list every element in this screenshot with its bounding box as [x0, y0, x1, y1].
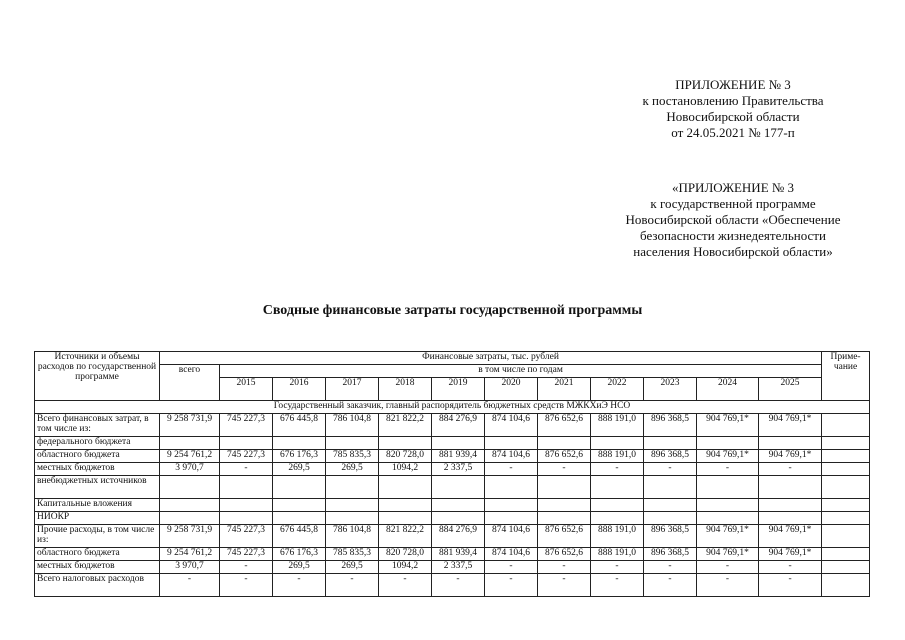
row-value: - — [697, 574, 759, 597]
row-value: 904 769,1* — [697, 525, 759, 548]
header-year: 2017 — [326, 378, 379, 401]
row-value: 9 254 761,2 — [160, 548, 220, 561]
row-value — [485, 476, 538, 499]
row-value — [160, 476, 220, 499]
row-value — [485, 499, 538, 512]
row-note — [822, 499, 870, 512]
row-value — [379, 437, 432, 450]
row-value: 2 337,5 — [432, 463, 485, 476]
row-note — [822, 561, 870, 574]
row-value: 876 652,6 — [538, 548, 591, 561]
row-value — [273, 512, 326, 525]
row-value — [644, 499, 697, 512]
row-value: 904 769,1* — [759, 548, 822, 561]
row-value: - — [759, 463, 822, 476]
table-row — [35, 525, 870, 548]
header-year: 2018 — [379, 378, 432, 401]
row-value: 785 835,3 — [326, 548, 379, 561]
row-value: 896 368,5 — [644, 525, 697, 548]
decree-header-line: Новосибирской области — [666, 109, 800, 124]
row-value — [326, 476, 379, 499]
header-year: 2015 — [220, 378, 273, 401]
row-value: 269,5 — [273, 561, 326, 574]
table-row — [35, 450, 870, 463]
table-row — [35, 437, 870, 450]
row-value — [591, 476, 644, 499]
row-value — [697, 499, 759, 512]
row-note — [822, 512, 870, 525]
row-value — [326, 512, 379, 525]
row-value: - — [485, 561, 538, 574]
row-value: - — [697, 561, 759, 574]
row-value — [759, 512, 822, 525]
row-value — [379, 512, 432, 525]
decree-header-line: к постановлению Правительства — [642, 93, 824, 108]
row-value — [591, 512, 644, 525]
row-value — [538, 476, 591, 499]
row-value: 884 276,9 — [432, 414, 485, 437]
row-value: 786 104,8 — [326, 525, 379, 548]
appendix-header-line: населения Новосибирской области» — [633, 244, 833, 259]
row-note — [822, 437, 870, 450]
row-value — [220, 437, 273, 450]
row-value — [697, 476, 759, 499]
row-value: 896 368,5 — [644, 548, 697, 561]
header-year: 2022 — [591, 378, 644, 401]
header-year: 2020 — [485, 378, 538, 401]
row-value: - — [759, 574, 822, 597]
financial-costs-table — [34, 351, 870, 597]
table-row — [35, 499, 870, 512]
row-value: 676 445,8 — [273, 414, 326, 437]
row-value: - — [644, 561, 697, 574]
row-value — [273, 499, 326, 512]
row-value: 2 337,5 — [432, 561, 485, 574]
row-value: 904 769,1* — [697, 450, 759, 463]
row-value — [432, 476, 485, 499]
row-value — [759, 499, 822, 512]
row-value: 904 769,1* — [759, 450, 822, 463]
row-value: 904 769,1* — [697, 548, 759, 561]
row-value: 881 939,4 — [432, 548, 485, 561]
table-row — [35, 414, 870, 437]
row-value: 3 970,7 — [160, 463, 220, 476]
row-value: 1094,2 — [379, 463, 432, 476]
row-value: 896 368,5 — [644, 414, 697, 437]
row-value — [379, 499, 432, 512]
row-value: - — [432, 574, 485, 597]
row-value — [379, 476, 432, 499]
row-value: 3 970,7 — [160, 561, 220, 574]
table-row — [35, 463, 870, 476]
row-value: - — [591, 561, 644, 574]
row-value: - — [220, 574, 273, 597]
appendix-header-line: к государственной программе — [650, 196, 816, 211]
row-value: 888 191,0 — [591, 548, 644, 561]
row-value — [759, 437, 822, 450]
row-value: 676 445,8 — [273, 525, 326, 548]
row-value: - — [644, 574, 697, 597]
header-note: Приме-чание — [822, 352, 870, 401]
row-value — [220, 476, 273, 499]
row-value: 785 835,3 — [326, 450, 379, 463]
header-years-group: в том числе по годам — [220, 365, 822, 378]
row-value: 874 104,6 — [485, 450, 538, 463]
row-value: 821 822,2 — [379, 525, 432, 548]
row-note — [822, 574, 870, 597]
table-row — [35, 548, 870, 561]
row-value: 876 652,6 — [538, 525, 591, 548]
row-value — [432, 499, 485, 512]
document-title: Сводные финансовые затраты государственной программы — [262, 303, 643, 318]
table-row — [35, 476, 870, 499]
table-row — [35, 561, 870, 574]
row-value — [644, 512, 697, 525]
row-value: 881 939,4 — [432, 450, 485, 463]
row-value: 888 191,0 — [591, 414, 644, 437]
row-value — [326, 437, 379, 450]
header-year: 2024 — [697, 378, 759, 401]
row-value: 745 227,3 — [220, 525, 273, 548]
row-value — [485, 512, 538, 525]
row-value: 884 276,9 — [432, 525, 485, 548]
row-value: 745 227,3 — [220, 548, 273, 561]
customer-row: Государственный заказчик, главный распорядитель бюджетных средств МЖКХиЭ НСО — [35, 401, 870, 414]
row-label: НИОКР — [35, 512, 160, 525]
row-value: 9 258 731,9 — [160, 414, 220, 437]
row-value: 269,5 — [326, 463, 379, 476]
row-value: 876 652,6 — [538, 414, 591, 437]
row-label: местных бюджетов — [35, 463, 160, 476]
row-value: 269,5 — [273, 463, 326, 476]
row-value — [273, 437, 326, 450]
row-value: - — [759, 561, 822, 574]
appendix-header-line: «ПРИЛОЖЕНИЕ № 3 — [671, 180, 795, 195]
row-note — [822, 450, 870, 463]
row-value: 9 254 761,2 — [160, 450, 220, 463]
row-value: 676 176,3 — [273, 548, 326, 561]
table-row — [35, 512, 870, 525]
row-value: - — [644, 463, 697, 476]
row-note — [822, 463, 870, 476]
row-value: 9 258 731,9 — [160, 525, 220, 548]
row-value: - — [220, 561, 273, 574]
row-label: Капитальные вложения — [35, 499, 160, 512]
row-value: - — [485, 463, 538, 476]
row-label: областного бюджета — [35, 450, 160, 463]
row-value: 745 227,3 — [220, 414, 273, 437]
row-value — [220, 499, 273, 512]
row-value: - — [485, 574, 538, 597]
row-value — [432, 437, 485, 450]
row-value — [538, 499, 591, 512]
row-label: областного бюджета — [35, 548, 160, 561]
row-value — [273, 476, 326, 499]
row-value: 874 104,6 — [485, 525, 538, 548]
row-value: 874 104,6 — [485, 414, 538, 437]
row-value: - — [273, 574, 326, 597]
row-label: Всего налоговых расходов — [35, 574, 160, 597]
row-value: - — [538, 574, 591, 597]
header-year: 2021 — [538, 378, 591, 401]
row-label: внебюджетных источников — [35, 476, 160, 499]
row-value: 874 104,6 — [485, 548, 538, 561]
decree-header-line: ПРИЛОЖЕНИЕ № 3 — [675, 77, 791, 92]
row-value — [160, 499, 220, 512]
row-note — [822, 414, 870, 437]
row-value: 888 191,0 — [591, 525, 644, 548]
header-source: Источники и объемы расходов по государственной программе — [35, 352, 160, 401]
row-value — [759, 476, 822, 499]
row-value: 820 728,0 — [379, 548, 432, 561]
row-value: - — [220, 463, 273, 476]
header-total: всего — [160, 365, 220, 401]
row-value — [697, 512, 759, 525]
header-year: 2025 — [759, 378, 822, 401]
row-value: - — [538, 463, 591, 476]
row-value: - — [591, 574, 644, 597]
appendix-header-line: Новосибирской области «Обеспечение — [625, 212, 841, 227]
row-label: федерального бюджета — [35, 437, 160, 450]
row-value: - — [379, 574, 432, 597]
row-value: 820 728,0 — [379, 450, 432, 463]
row-label: Всего финансовых затрат, в том числе из: — [35, 414, 160, 437]
row-note — [822, 548, 870, 561]
row-value: 888 191,0 — [591, 450, 644, 463]
row-label: местных бюджетов — [35, 561, 160, 574]
row-value: - — [326, 574, 379, 597]
row-value: 876 652,6 — [538, 450, 591, 463]
row-value: 904 769,1* — [759, 525, 822, 548]
row-value: 1094,2 — [379, 561, 432, 574]
row-value: - — [591, 463, 644, 476]
row-value — [485, 437, 538, 450]
row-note — [822, 525, 870, 548]
header-year: 2019 — [432, 378, 485, 401]
row-value: - — [538, 561, 591, 574]
row-value: 269,5 — [326, 561, 379, 574]
row-value — [160, 437, 220, 450]
header-financial-costs: Финансовые затраты, тыс. рублей — [160, 352, 822, 365]
row-value: 904 769,1* — [697, 414, 759, 437]
appendix-header-line: безопасности жизнедеятельности — [640, 228, 826, 243]
row-value: - — [697, 463, 759, 476]
row-value — [591, 499, 644, 512]
row-label: Прочие расходы, в том числе из: — [35, 525, 160, 548]
header-year: 2016 — [273, 378, 326, 401]
row-value: 904 769,1* — [759, 414, 822, 437]
row-value — [326, 499, 379, 512]
table-row — [35, 574, 870, 597]
row-value — [538, 437, 591, 450]
appendix-header — [598, 180, 868, 260]
row-value: 676 176,3 — [273, 450, 326, 463]
row-note — [822, 476, 870, 499]
row-value: 896 368,5 — [644, 450, 697, 463]
row-value — [644, 437, 697, 450]
row-value — [220, 512, 273, 525]
row-value — [697, 437, 759, 450]
row-value: 786 104,8 — [326, 414, 379, 437]
header-year: 2023 — [644, 378, 697, 401]
row-value — [160, 512, 220, 525]
row-value: - — [160, 574, 220, 597]
row-value — [432, 512, 485, 525]
row-value: 745 227,3 — [220, 450, 273, 463]
row-value: 821 822,2 — [379, 414, 432, 437]
decree-header-line: от 24.05.2021 № 177-п — [671, 125, 795, 140]
row-value — [538, 512, 591, 525]
row-value — [591, 437, 644, 450]
decree-header — [610, 77, 856, 141]
row-value — [644, 476, 697, 499]
